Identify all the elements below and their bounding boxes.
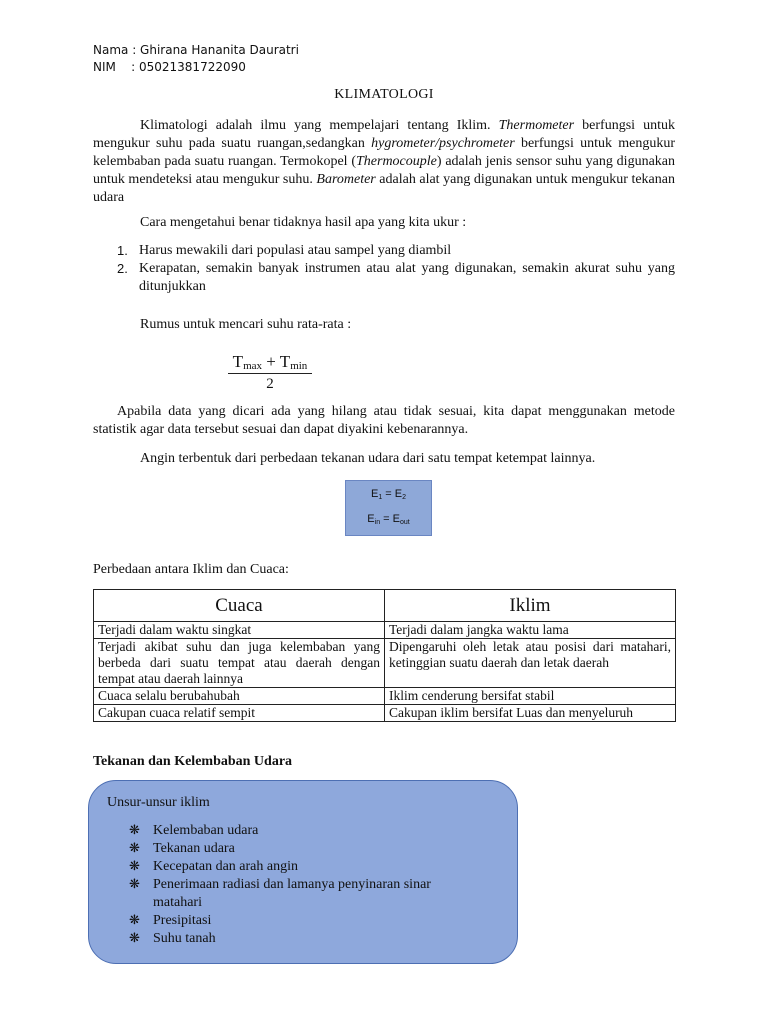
list-item: ❋ Kelembaban udara	[129, 823, 259, 838]
author-nim: NIM : 05021381722090	[93, 60, 246, 74]
section-heading: Tekanan dan Kelembaban Udara	[93, 754, 293, 769]
table-cell: Terjadi dalam waktu singkat	[94, 622, 385, 639]
list-item: ❋ Presipitasi	[129, 913, 212, 928]
table-cell: Terjadi akibat suhu dan juga kelembaban yang berbeda dari suatu tempat atau daerah dengan tempat atau daerah lainnya	[94, 639, 385, 688]
asterisk-bullet-icon: ❋	[129, 841, 140, 856]
equation-line-1: $E_1 = E_2$	[370, 488, 407, 501]
wind-paragraph: Angin terbentuk dari perbedaan tekanan udara dari satu tempat ketempat lainnya.	[140, 451, 596, 466]
climate-elements-title: Unsur-unsur iklim	[107, 795, 210, 810]
climate-elements-box	[88, 780, 518, 964]
table-cell: Cuaca selalu berubahubah	[94, 688, 385, 705]
table-cell: Cakupan cuaca relatif sempit	[94, 705, 385, 722]
column-header-iklim: Iklim	[385, 590, 676, 622]
asterisk-bullet-icon: ❋	[129, 931, 140, 946]
list-item: ❋ Suhu tanah	[129, 931, 216, 946]
table-cell: Iklim cenderung bersifat stabil	[385, 688, 676, 705]
cara-intro: Cara mengetahui benar tidaknya hasil apa yang kita ukur :	[140, 215, 467, 230]
list-item: ❋ Tekanan udara	[129, 841, 235, 856]
list-item: 1. Harus mewakili dari populasi atau sampel yang diambil	[117, 243, 452, 258]
table-row	[94, 705, 676, 722]
average-temperature-formula	[228, 352, 312, 393]
asterisk-bullet-icon: ❋	[129, 823, 140, 838]
intro-paragraph: Klimatologi adalah ilmu yang mempelajari tentang Iklim. Thermometer berfungsi untuk mengukur suhu pada suatu ruangan,sedangkan hygrometer/psychrometer berfungsi untuk mengukur kelembaban pada suatu ruangan. Termokopel (Thermocouple) adalah jenis sensor suhu yang digunakan untuk mendeteksi atau mengukur suhu. Barometer adalah alat yang digunakan untuk mengukur tekanan udara	[93, 118, 675, 205]
formula-numerator: $T_{max} + T_{min}$	[228, 352, 312, 374]
table-cell: Dipengaruhi oleh letak atau posisi dari matahari, ketinggian suatu daerah dan letak daerah	[385, 639, 676, 688]
asterisk-bullet-icon: ❋	[129, 859, 140, 874]
table-caption: Perbedaan antara Iklim dan Cuaca:	[93, 562, 289, 577]
formula-denominator: 2	[266, 376, 274, 392]
author-name: Nama : Ghirana Hananita Dauratri	[93, 43, 299, 57]
page-title: KLIMATOLOGI	[334, 87, 434, 102]
numbered-list	[93, 242, 675, 296]
table-row	[94, 688, 676, 705]
climate-elements-list	[129, 822, 469, 948]
equation-line-2: $E_{in} = E_{out}$	[367, 513, 410, 526]
column-header-cuaca: Cuaca	[94, 590, 385, 622]
table-header-row	[94, 590, 676, 622]
table-cell: Cakupan iklim bersifat Luas dan menyeluruh	[385, 705, 676, 722]
comparison-table	[93, 589, 676, 722]
table-row	[94, 622, 676, 639]
list-item: 2. Kerapatan, semakin banyak instrumen atau alat yang digunakan, semakin akurat suhu yang ditunjukkan	[117, 261, 675, 294]
list-item: ❋ Penerimaan radiasi dan lamanya penyinaran sinar matahari	[129, 877, 431, 910]
rumus-label: Rumus untuk mencari suhu rata-rata :	[140, 317, 352, 332]
asterisk-bullet-icon: ❋	[129, 877, 140, 892]
list-item: ❋ Kecepatan dan arah angin	[129, 859, 298, 874]
table-row	[94, 639, 676, 688]
asterisk-bullet-icon: ❋	[129, 913, 140, 928]
table-cell: Terjadi dalam jangka waktu lama	[385, 622, 676, 639]
missing-data-paragraph: Apabila data yang dicari ada yang hilang atau tidak sesuai, kita dapat menggunakan metode statistik agar data tersebut sesuai dan dapat diyakini kebenarannya.	[93, 404, 675, 437]
energy-equation-box	[345, 480, 432, 536]
